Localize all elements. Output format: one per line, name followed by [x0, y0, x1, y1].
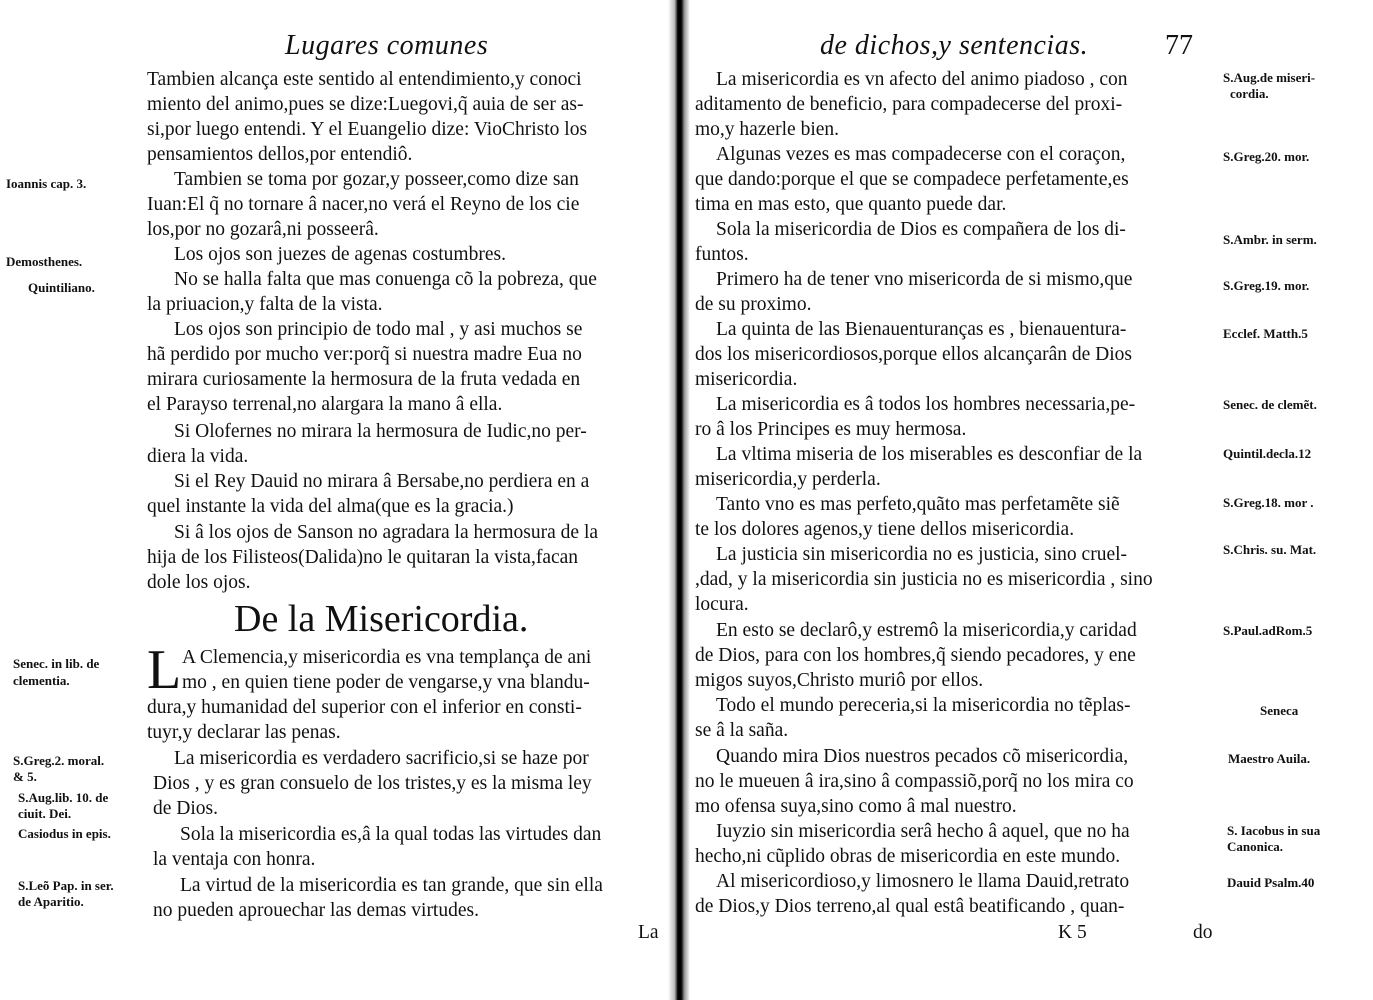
- text-line: de Dios,y Dios terreno,al qual estâ beatificando , quan-: [695, 896, 1125, 917]
- text-line: Tambien se toma por gozar,y posseer,como dize san: [174, 169, 579, 190]
- text-line: te los dolores agenos,y tiene dellos misericordia.: [695, 519, 1075, 540]
- margin-note: S. Iacobus in sua: [1227, 823, 1321, 838]
- text-line: Tanto vno es mas perfeto,quãto mas perfetamẽte siẽ: [716, 494, 1120, 515]
- text-line: migos suyos,Christo muriô por ellos.: [695, 670, 984, 691]
- text-line: A Clemencia,y misericordia es vna templança de ani: [182, 647, 592, 668]
- margin-note: S.Aug.de miseri-: [1223, 70, 1316, 85]
- text-line: el Parayso terrenal,no alargara la mano â ella.: [147, 394, 503, 415]
- text-line: Al misericordioso,y limosnero le llama Dauid,retrato: [716, 871, 1130, 892]
- margin-note: S.Greg.19. mor.: [1223, 278, 1310, 293]
- margin-note: Demosthenes.: [6, 254, 83, 269]
- catchword: La: [638, 922, 659, 943]
- text-line: La misericordia es vn afecto del animo piadoso , con: [716, 69, 1128, 90]
- margin-note: S.Greg.18. mor .: [1223, 495, 1314, 510]
- margin-note: S.Ambr. in serm.: [1223, 232, 1317, 247]
- text-line: La quinta de las Bienauenturanças es , bienauentura-: [716, 319, 1127, 340]
- text-line: La vltima miseria de los miserables es desconfiar de la: [716, 444, 1143, 465]
- text-line: mo,y hazerle bien.: [695, 119, 840, 140]
- text-line: misericordia,y perderla.: [695, 469, 881, 490]
- text-line: tima en mas esto, que quanto puede dar.: [695, 194, 1007, 215]
- text-line: ro â los Principes es muy hermosa.: [695, 419, 967, 440]
- text-line: se â la saña.: [695, 720, 789, 741]
- text-line: Dios , y es gran consuelo de los tristes,y es la misma ley: [153, 773, 592, 794]
- text-line: Algunas vezes es mas compadecerse con el coraçon,: [716, 144, 1126, 165]
- margin-note: S.Chris. su. Mat.: [1223, 542, 1317, 557]
- text-line: La misericordia es â todos los hombres necessaria,pe-: [716, 394, 1136, 415]
- text-line: Tambien alcança este sentido al entendimiento,y conoci: [147, 69, 582, 90]
- text-line: tuyr,y declarar las penas.: [147, 722, 341, 743]
- drop-cap: L: [147, 639, 182, 701]
- text-line: la ventaja con honra.: [153, 849, 316, 870]
- text-line: Primero ha de tener vno misericorda de si mismo,que: [716, 269, 1133, 290]
- text-line: mo , en quien tiene poder de vengarse,y vna blandu-: [182, 672, 590, 693]
- margin-note: cordia.: [1230, 86, 1269, 101]
- text-line: Los ojos son juezes de agenas costumbres.: [174, 244, 506, 265]
- margin-note: Senec. de clemẽt.: [1223, 397, 1317, 412]
- margin-note: clementia.: [13, 673, 70, 688]
- margin-note: Dauid Psalm.40: [1227, 875, 1315, 890]
- margin-note: Maestro Auila.: [1228, 751, 1311, 766]
- text-line: funtos.: [695, 244, 749, 265]
- text-line: si,por luego entendi. Y el Euangelio dize: VioChristo los: [147, 119, 588, 140]
- text-line: dole los ojos.: [147, 572, 251, 593]
- text-line: Todo el mundo pereceria,si la misericordia no tẽplas-: [716, 695, 1131, 716]
- text-line: La justicia sin misericordia no es justicia, sino cruel-: [716, 544, 1128, 565]
- text-line: Los ojos son principio de todo mal , y asi muchos se: [174, 319, 583, 340]
- margin-note: Canonica.: [1227, 839, 1283, 854]
- text-line: diera la vida.: [147, 446, 249, 467]
- margin-note: Casiodus in epis.: [18, 826, 111, 841]
- text-line: mo ofensa suya,sino como â mal nuestro.: [695, 796, 1017, 817]
- margin-note: & 5.: [13, 769, 37, 784]
- text-line: Iuyzio sin misericordia serâ hecho â aquel, que no ha: [716, 821, 1130, 842]
- text-line: hija de los Filisteos(Dalida)no le quitaran la vista,facan: [147, 547, 579, 568]
- text-line: La misericordia es verdadero sacrificio,si se haze por: [174, 748, 589, 769]
- margin-note: Quintiliano.: [28, 280, 95, 295]
- margin-note: S.Leõ Pap. in ser.: [18, 878, 114, 893]
- signature-mark: K 5: [1058, 922, 1087, 943]
- text-line: Si el Rey Dauid no mirara â Bersabe,no perdiera en a: [174, 471, 590, 492]
- margin-note: ciuit. Dei.: [18, 806, 72, 821]
- text-line: de su proximo.: [695, 294, 812, 315]
- text-line: la priuacion,y falta de la vista.: [147, 294, 383, 315]
- text-line: de Dios, para con los hombres,q̃ siendo pecadores, y ene: [695, 645, 1136, 666]
- section-heading: De la Misericordia.: [234, 598, 529, 640]
- right-page: [690, 0, 1373, 1000]
- margin-note: S.Paul.adRom.5: [1223, 623, 1313, 638]
- margin-note: Senec. in lib. de: [13, 656, 100, 671]
- text-line: ,dad, y la misericordia sin justicia no es misericordia , sino: [695, 569, 1153, 590]
- text-line: dura,y humanidad del superior con el inferior en consti-: [147, 697, 582, 718]
- text-line: Sola la misericordia de Dios es compañera de los di-: [716, 219, 1126, 240]
- book-gutter: [668, 0, 690, 1000]
- text-line: aditamento de beneficio, para compadecerse del proxi-: [695, 94, 1123, 115]
- left-page: [0, 0, 668, 1000]
- text-line: los,por no gozarâ,ni posseerâ.: [147, 219, 379, 240]
- text-line: no le mueuen â ira,sino â compassiõ,porq̃ no los mira co: [695, 771, 1134, 792]
- text-line: La virtud de la misericordia es tan grande, que sin ella: [180, 875, 603, 896]
- margin-note: Ecclef. Matth.5: [1223, 326, 1308, 341]
- margin-note: de Aparitio.: [18, 894, 84, 909]
- right-running-head: de dichos,y sentencias.: [820, 30, 1089, 61]
- text-line: de Dios.: [153, 798, 218, 819]
- left-running-head: Lugares comunes: [285, 30, 489, 61]
- text-line: miento del animo,pues se dize:Luegovi,q̃ auia de ser as-: [147, 94, 584, 115]
- margin-note: Seneca: [1260, 703, 1299, 718]
- text-line: Quando mira Dios nuestros pecados cõ misericordia,: [716, 746, 1129, 767]
- text-line: hã perdido por mucho ver:porq̃ si nuestra madre Eua no: [147, 344, 582, 365]
- margin-note: S.Aug.lib. 10. de: [18, 790, 109, 805]
- text-line: quel instante la vida del alma(que es la gracia.): [147, 496, 514, 517]
- text-line: mirara curiosamente la hermosura de la fruta vedada en: [147, 369, 581, 390]
- catchword: do: [1193, 922, 1213, 943]
- text-line: Sola la misericordia es,â la qual todas las virtudes dan: [180, 824, 602, 845]
- margin-note: Ioannis cap. 3.: [6, 176, 87, 191]
- text-line: misericordia.: [695, 369, 798, 390]
- text-line: pensamientos dellos,por entendiô.: [147, 144, 413, 165]
- text-line: Si â los ojos de Sanson no agradara la hermosura de la: [174, 522, 599, 543]
- margin-note: S.Greg.20. mor.: [1223, 149, 1310, 164]
- page-number: 77: [1165, 30, 1193, 61]
- text-line: Si Olofernes no mirara la hermosura de Iudic,no per-: [174, 421, 587, 442]
- text-line: locura.: [695, 594, 749, 615]
- margin-note: S.Greg.2. moral.: [13, 753, 105, 768]
- text-line: no pueden aprouechar las demas virtudes.: [153, 900, 479, 921]
- text-line: Iuan:El q̃ no tornare â nacer,no verá el Reyno de los cie: [147, 194, 580, 215]
- text-line: No se halla falta que mas conuenga cõ la pobreza, que: [174, 269, 597, 290]
- text-line: que dando:porque el que se compadece perfetamente,es: [695, 169, 1129, 190]
- margin-note: Quintil.decla.12: [1223, 446, 1312, 461]
- text-line: hecho,ni cũplido obras de misericordia en este mundo.: [695, 846, 1121, 867]
- text-line: dos los misericordiosos,porque ellos alcançarân de Dios: [695, 344, 1133, 365]
- text-line: En esto se declarô,y estremô la misericordia,y caridad: [716, 620, 1137, 641]
